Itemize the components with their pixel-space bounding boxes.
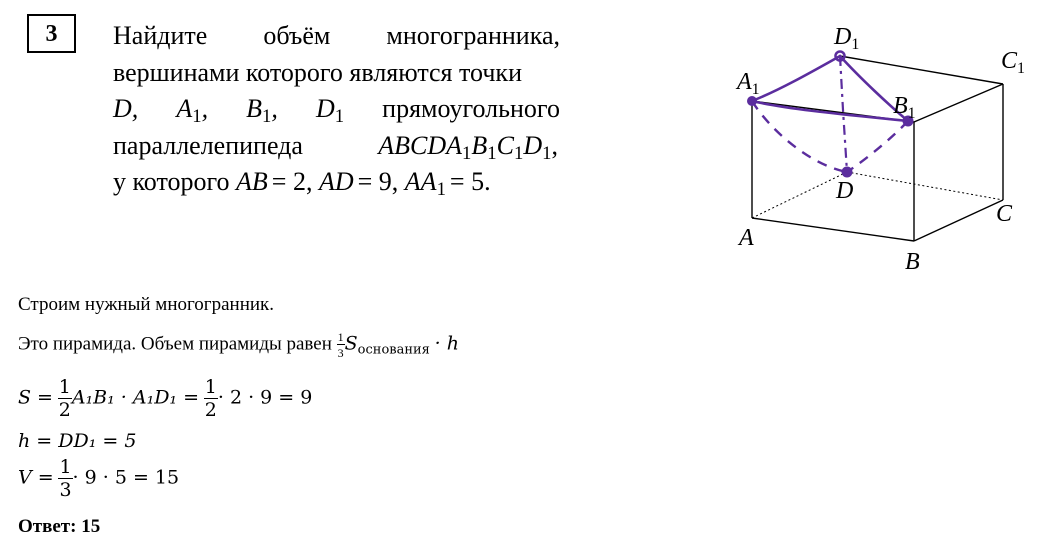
task-word: прямоугольного	[382, 94, 560, 123]
task-line-4	[113, 128, 560, 165]
task-text	[113, 18, 560, 201]
task-phrase: у которого	[113, 167, 230, 196]
label-a: A	[739, 225, 754, 251]
task-number: 3	[27, 14, 76, 53]
cond-ab: AB	[236, 167, 268, 196]
point-a1: $A_1$,	[176, 94, 209, 128]
task-word: многогранника,	[386, 21, 560, 50]
cond-ad-val: = 9,	[357, 167, 399, 196]
solution-intro: Строим нужный многогранник.	[18, 294, 275, 315]
cond-ab-val: = 2,	[271, 167, 313, 196]
hidden-edges	[752, 172, 1003, 218]
task-line-1	[113, 18, 560, 55]
times-h: · h	[434, 332, 459, 355]
label-a1: $A_1$	[737, 69, 760, 98]
cond-ad: AD	[318, 167, 354, 196]
task-word: Найдите	[113, 21, 208, 50]
solution-h-equation: h = DD₁ = 5	[18, 430, 137, 452]
solution-pyramid-line	[18, 331, 459, 359]
solution-s-equation: S = $\frac{1}{2}$ A₁B₁ · A₁D₁ = $\frac{1}{2}$ · 2 · 9 = 9	[18, 376, 313, 421]
label-d1: $D_1$	[834, 24, 860, 53]
task-word: параллелепипеда	[113, 130, 303, 160]
fraction-one-third-v: $\frac{1}{3}$	[59, 456, 72, 501]
label-c1: $C_1$	[1001, 48, 1026, 77]
task-line-2	[113, 55, 560, 92]
point-b1: $B_1$,	[246, 94, 278, 128]
task-line-3	[113, 91, 560, 128]
point-d: D,	[113, 94, 139, 123]
solution-v-equation: V = $\frac{1}{3}$ · 9 · 5 = 15	[18, 456, 180, 501]
point-d1: $D_1$	[315, 94, 345, 128]
fraction-half-2: $\frac{1}{2}$	[204, 376, 217, 421]
fraction-one-third: $\frac{1}{3}$	[337, 330, 344, 360]
cond-aa: $AA_1$	[404, 167, 446, 201]
pyramid-text: Это пирамида. Объем пирамиды равен	[18, 333, 332, 355]
vertex-d	[842, 167, 853, 178]
label-d: D	[836, 178, 854, 204]
cond-aa-val: = 5.	[449, 167, 491, 196]
label-b1: $B_1$	[893, 93, 916, 122]
s-letter: S	[344, 332, 358, 355]
label-c: C	[996, 201, 1013, 227]
task-word: объём	[263, 21, 331, 50]
s-subscript: основания	[357, 342, 430, 358]
label-b: B	[905, 249, 920, 275]
answer-text: Ответ: 15	[18, 516, 101, 537]
task-line-5	[113, 164, 560, 201]
figure-name: $ABCDA_1B_1C_1D_1$,	[378, 130, 558, 164]
fraction-half: $\frac{1}{2}$	[58, 376, 71, 421]
parallelepiped-figure	[700, 10, 1030, 280]
task-phrase: вершинами которого являются точки	[113, 57, 522, 87]
